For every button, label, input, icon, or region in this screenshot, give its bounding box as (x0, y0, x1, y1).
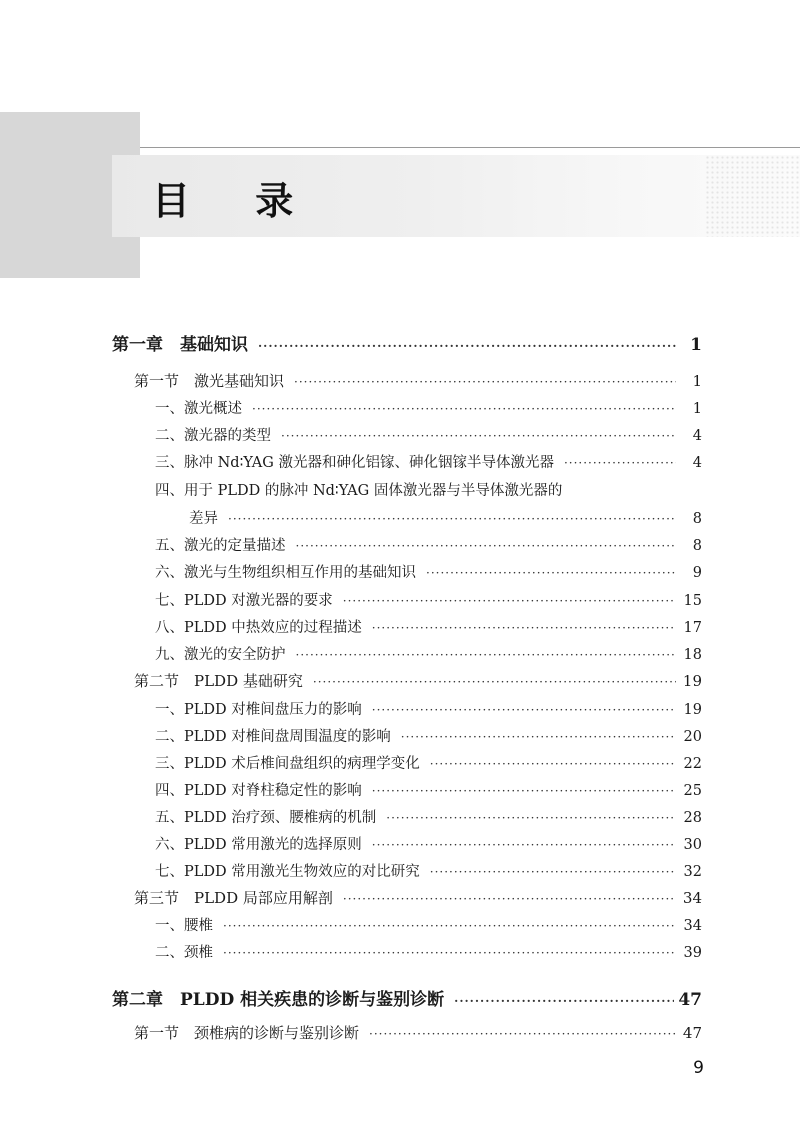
toc-entry-label: 五、激光的定量描述 (155, 538, 286, 554)
dot-leader (281, 429, 676, 443)
toc-entry-page: 17 (683, 620, 702, 636)
toc-entry-label: 差异 (189, 511, 218, 527)
toc-item[interactable] (155, 833, 702, 854)
dot-leader (430, 865, 676, 879)
toc-entry-page: 9 (692, 565, 702, 581)
toc-item[interactable] (155, 860, 702, 881)
dot-leader (369, 1027, 676, 1041)
toc-entry-label: 三、PLDD 术后椎间盘组织的病理学变化 (155, 756, 420, 772)
toc-item[interactable] (155, 752, 702, 773)
dot-leader (228, 512, 676, 526)
dot-leader (372, 784, 676, 798)
page-title: 目 录 (152, 179, 320, 223)
dot-leader (372, 621, 676, 635)
toc-item[interactable] (155, 451, 702, 472)
toc-entry-label: 八、PLDD 中热效应的过程描述 (155, 620, 362, 636)
toc-entry-label: 第二章 PLDD 相关疾患的诊断与鉴别诊断 (112, 990, 445, 1010)
dot-leader (223, 946, 676, 960)
dot-leader (564, 456, 676, 470)
toc-entry-page: 19 (682, 672, 702, 690)
dot-leader (386, 811, 676, 825)
toc-entry-label: 二、激光器的类型 (155, 428, 271, 444)
toc-entry-label: 二、PLDD 对椎间盘周围温度的影响 (155, 729, 391, 745)
toc-entry-page: 8 (692, 511, 702, 527)
dot-leader (296, 648, 677, 662)
toc-item-continuation[interactable] (189, 507, 702, 528)
toc-entry-label: 六、PLDD 常用激光的选择原则 (155, 837, 362, 853)
toc-item[interactable] (155, 534, 702, 555)
toc-entry-label: 第三节 PLDD 局部应用解剖 (134, 889, 333, 907)
toc-item[interactable] (155, 561, 702, 582)
toc-entry-page: 32 (683, 864, 702, 880)
toc-entry-label: 三、脉冲 Nd∶YAG 激光器和砷化铝镓、砷化铟镓半导体激光器 (155, 455, 554, 471)
toc-entry-page: 19 (683, 702, 702, 718)
toc-entry-label: 九、激光的安全防护 (155, 647, 286, 663)
toc-entry-page: 1 (692, 401, 702, 417)
dot-leader (343, 594, 676, 608)
toc-entry-label: 七、PLDD 对激光器的要求 (155, 593, 333, 609)
dot-leader (426, 566, 676, 580)
toc-entry-page: 8 (692, 538, 702, 554)
toc-entry-label: 第一章 基础知识 (112, 335, 248, 355)
toc-item[interactable] (155, 589, 702, 610)
toc-entry-label: 七、PLDD 常用激光生物效应的对比研究 (155, 864, 420, 880)
toc-entry-page: 47 (678, 990, 702, 1010)
toc-entry-label: 第一节 激光基础知识 (134, 372, 285, 390)
toc-entry-label: 六、激光与生物组织相互作用的基础知识 (155, 565, 416, 581)
toc-entry-page: 25 (683, 783, 702, 799)
toc-item[interactable] (155, 616, 702, 637)
dot-leader (252, 402, 676, 416)
toc-item[interactable] (155, 397, 702, 418)
toc-section[interactable] (134, 1022, 702, 1043)
toc-item[interactable] (155, 779, 702, 800)
toc-entry-page: 39 (683, 945, 702, 961)
dot-leader (430, 757, 676, 771)
toc-entry-page: 20 (683, 729, 702, 745)
toc-item[interactable] (155, 424, 702, 445)
toc-item[interactable] (155, 806, 702, 827)
toc-entry-page: 15 (683, 593, 702, 609)
toc-entry-label: 第一节 颈椎病的诊断与鉴别诊断 (134, 1024, 360, 1042)
dot-leader (313, 675, 676, 689)
dot-leader (454, 994, 674, 1008)
toc-entry-page: 1 (690, 335, 702, 355)
toc-entry-label: 第二节 PLDD 基础研究 (134, 672, 303, 690)
toc-entry-page: 30 (683, 837, 702, 853)
dot-leader (223, 919, 676, 933)
toc-entry-label: 四、PLDD 对脊柱稳定性的影响 (155, 783, 362, 799)
dot-leader (372, 703, 676, 717)
toc-item[interactable] (155, 643, 702, 664)
toc-entry-page: 4 (692, 455, 702, 471)
toc-chapter-1[interactable] (112, 330, 702, 355)
dot-leader (258, 339, 676, 353)
toc-section[interactable] (134, 370, 702, 391)
toc-entry-page: 4 (692, 428, 702, 444)
toc-entry-label: 一、激光概述 (155, 401, 242, 417)
toc-item[interactable] (155, 914, 702, 935)
toc-entry-label: 一、PLDD 对椎间盘压力的影响 (155, 702, 362, 718)
toc-section[interactable] (134, 670, 702, 691)
toc-entry-page: 28 (683, 810, 702, 826)
header-dot-pattern (705, 155, 800, 237)
toc-entry-label: 一、腰椎 (155, 918, 213, 934)
toc-item[interactable] (155, 725, 702, 746)
toc-entry-page: 22 (683, 756, 702, 772)
header-rule (140, 147, 800, 148)
toc-entry-page: 18 (683, 647, 702, 663)
toc-entry-label: 二、颈椎 (155, 945, 213, 961)
page-number: 9 (693, 1058, 704, 1078)
toc-entry-label: 四、用于 PLDD 的脉冲 Nd∶YAG 固体激光器与半导体激光器的 (155, 483, 563, 499)
dot-leader (294, 375, 676, 389)
toc-entry-page: 1 (692, 372, 702, 390)
toc-entry-page: 47 (682, 1024, 702, 1042)
dot-leader (401, 730, 676, 744)
toc-entry-label: 五、PLDD 治疗颈、腰椎病的机制 (155, 810, 377, 826)
toc-entry-page: 34 (682, 889, 702, 907)
dot-leader (296, 539, 677, 553)
toc-item[interactable] (155, 698, 702, 719)
toc-entry-page: 34 (683, 918, 702, 934)
toc-chapter-2[interactable] (112, 985, 702, 1010)
toc-section[interactable] (134, 887, 702, 908)
toc-item-multiline[interactable] (155, 479, 702, 500)
toc-item[interactable] (155, 941, 702, 962)
dot-leader (343, 892, 676, 906)
dot-leader (372, 838, 676, 852)
